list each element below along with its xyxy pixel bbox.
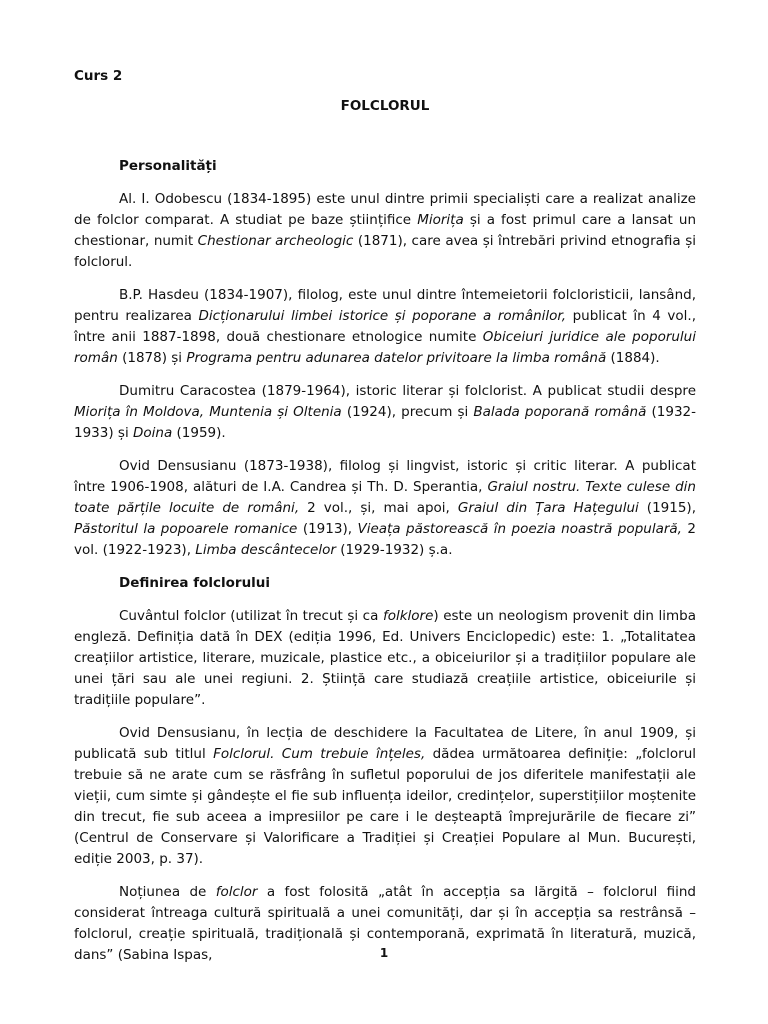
italic-title: Vieața păstorească în poezia noastră populară, [357, 521, 682, 537]
section-heading-definition: Definirea folclorului [119, 575, 271, 591]
text-run: (1915), [638, 500, 696, 516]
text-run: (1932-1933) și [74, 404, 696, 441]
text-run: (1929-1932) ș.a. [335, 542, 453, 558]
italic-title: Programa pentru adunarea datelor privitoare la limba română [186, 350, 607, 366]
text-run: a fost folosită „atât în accepția sa lărgită – folclorul fiind considerat întreaga cultură spirituală a unei comunități, dar și în accepția sa restrânsă – folclorul, creație spirituală, tradițională și contemporană, exprimată în literatură, muzică, dans” (Sabina Ispas, [74, 884, 696, 963]
italic-title: Doina [133, 425, 173, 441]
page-number: 1 [379, 946, 389, 960]
document-page [74, 66, 696, 966]
text-run: 2 vol. (1922-1923), [74, 521, 696, 558]
text-run: 2 vol., și, mai apoi, [299, 500, 458, 516]
text-run: Ovid Densusianu (1873-1938), filolog și lingvist, istoric și critic literar. A publicat între 1906-1908, alături de I.A. Candrea și Th. D. Sperantia, [74, 458, 696, 495]
italic-term: folklore [382, 608, 434, 624]
italic-title: Dicționarului limbei istorice și poporane a românilor, [198, 308, 567, 324]
text-run: (1959). [172, 425, 226, 441]
paragraph-densusianu-definition [74, 723, 696, 870]
text-run: Al. I. Odobescu (1834-1895) este unul dintre primii specialiști care a realizat analize de folclor comparat. A studiat pe baze științifice [74, 191, 696, 228]
text-run: B.P. Hasdeu (1834-1907), filolog, este unul dintre întemeietorii folcloristicii, lansând, pentru realizarea [74, 287, 696, 324]
text-run: (1878) și [117, 350, 187, 366]
italic-title: Chestionar archeologic [197, 233, 354, 249]
italic-title: Obiceiuri juridice ale poporului român [74, 329, 696, 366]
paragraph-dex-definition [74, 606, 696, 711]
italic-title: Graiul nostru. Texte culese din toate părțile locuite de români, [74, 479, 696, 516]
paragraph-odobescu [74, 189, 696, 273]
italic-title: Folclorul. Cum trebuie înțeles, [213, 746, 426, 762]
italic-title: Graiul din Țara Hațegului [457, 500, 639, 516]
text-run: Ovid Densusianu, în lecția de deschidere la Facultatea de Litere, în anul 1909, și publicată sub titlul [74, 725, 696, 762]
text-run: (1913), [297, 521, 358, 537]
paragraph-hasdeu [74, 285, 696, 369]
document-title: FOLCLORUL [340, 98, 430, 114]
italic-title: Păstoritul la popoarele romanice [74, 521, 298, 537]
italic-term: folclor [215, 884, 258, 900]
text-run: (1871), care avea și întrebări privind etnografia și folclorul. [74, 233, 696, 270]
text-run: (1884). [606, 350, 660, 366]
italic-title: Limba descântecelor [195, 542, 336, 558]
text-run: ) este un neologism provenit din limba engleză. Definiția dată în DEX (ediția 1996, Ed. Univers Enciclopedic) este: 1. „Totalitatea creațiilor artistice, literare, muzicale, plastice etc., a obiceiurilor și a tradițiilor populare ale unei țări sau ale unei regiuni. 2. Știință care studiază creațiile artistice, obiceiurile și tradițiile populare”. [74, 608, 696, 708]
text-run: Dumitru Caracostea (1879-1964), istoric literar și folclorist. A publicat studii despre [119, 383, 696, 399]
text-run: Noțiunea de [119, 884, 216, 900]
italic-title: Miorița [417, 212, 464, 228]
course-label: Curs 2 [74, 68, 123, 84]
text-run: dădea următoarea definiție: „folclorul trebuie să ne arate cum se răsfrâng în sufletul poporului de jos diferitele manifestații ale vieții, cum simte și gândește el fie sub influența ideilor, credințelor, superstițiilor moștenite din trecut, fie sub aceea a impresiilor pe care i le deșteaptă împrejurările de fiecare zi” (Centrul de Conservare și Valorificare a Tradiției și Creației Populare al Mun. București, ediție 2003, p. 37). [74, 746, 696, 867]
text-run: publicat în 4 vol., între anii 1887-1898, două chestionare etnologice numite [74, 308, 696, 345]
section-heading-personalities: Personalități [119, 158, 217, 174]
italic-title: Miorița în Moldova, Muntenia și Oltenia [74, 404, 342, 420]
text-run: și a fost primul care a lansat un chestionar, numit [74, 212, 696, 249]
text-run: (1924), precum și [341, 404, 474, 420]
paragraph-caracostea [74, 381, 696, 444]
paragraph-densusianu [74, 456, 696, 561]
italic-title: Balada poporană română [473, 404, 647, 420]
text-run: Cuvântul folclor (utilizat în trecut și ca [119, 608, 383, 624]
